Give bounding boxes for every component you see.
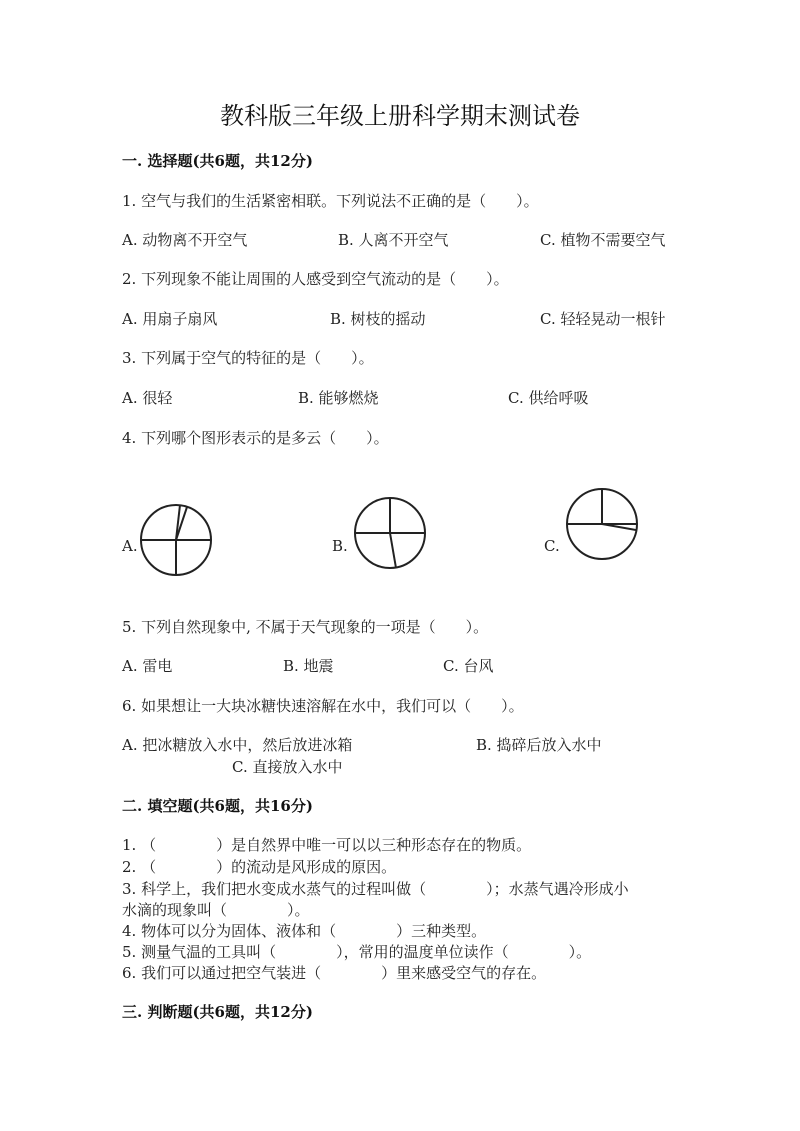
option-c: C. 植物不需要空气 [540, 231, 666, 249]
option-c: C. 轻轻晃动一根针 [540, 310, 666, 328]
option-c: C. [544, 537, 560, 555]
option-b: B. 人离不开空气 [338, 231, 449, 249]
option-b: B. [332, 537, 348, 555]
question-stem: 6. 如果想让一大块冰糖快速溶解在水中，我们可以（ ）。 [122, 697, 524, 715]
page-title: 教科版三年级上册科学期末测试卷 [220, 102, 580, 130]
option-a: A. 动物离不开空气 [122, 231, 248, 249]
option-b: B. 树枝的摇动 [330, 310, 426, 328]
option-a: A. [122, 537, 138, 555]
option-a: A. 用扇子扇风 [122, 310, 218, 328]
option-b: B. 能够燃烧 [298, 389, 379, 407]
option-b: B. 地震 [283, 657, 334, 675]
cloud-cover-symbol-a [140, 504, 212, 576]
section-heading-choice: 一. 选择题(共6题，共12分) [122, 152, 313, 170]
fill-blank-line: 5. 测量气温的工具叫（ ），常用的温度单位读作（ ）。 [122, 943, 592, 961]
fill-blank-line: 6. 我们可以通过把空气装进（ ）里来感受空气的存在。 [122, 964, 547, 982]
option-c: C. 台风 [443, 657, 494, 675]
question-stem: 5. 下列自然现象中, 不属于天气现象的一项是（ ）。 [122, 618, 489, 636]
fill-blank-line: 1. （ ）是自然界中唯一可以以三种形态存在的物质。 [122, 836, 532, 854]
question-stem: 1. 空气与我们的生活紧密相联。下列说法不正确的是（ ）。 [122, 192, 539, 210]
question-stem: 4. 下列哪个图形表示的是多云（ ）。 [122, 429, 389, 447]
option-a: A. 很轻 [122, 389, 173, 407]
section-heading-fill-blank: 二. 填空题(共6题，共16分) [122, 797, 313, 815]
option-b: B. 捣碎后放入水中 [476, 736, 602, 754]
question-stem: 3. 下列属于空气的特征的是（ ）。 [122, 349, 374, 367]
fill-blank-line: 4. 物体可以分为固体、液体和（ ）三种类型。 [122, 922, 487, 940]
cloud-cover-symbol-c [566, 488, 638, 560]
option-a: A. 把冰糖放入水中，然后放进冰箱 [122, 736, 353, 754]
fill-blank-line: 水滴的现象叫（ ）。 [122, 901, 310, 919]
fill-blank-line: 3. 科学上，我们把水变成水蒸气的过程叫做（ ）；水蒸气遇冷形成小 [122, 880, 629, 898]
fill-blank-line: 2. （ ）的流动是风形成的原因。 [122, 858, 397, 876]
option-c: C. 供给呼吸 [508, 389, 589, 407]
section-heading-true-false: 三. 判断题(共6题，共12分) [122, 1003, 313, 1021]
question-stem: 2. 下列现象不能让周围的人感受到空气流动的是（ ）。 [122, 270, 509, 288]
option-a: A. 雷电 [122, 657, 173, 675]
cloud-cover-symbol-b [354, 497, 426, 569]
option-c: C. 直接放入水中 [232, 758, 343, 776]
